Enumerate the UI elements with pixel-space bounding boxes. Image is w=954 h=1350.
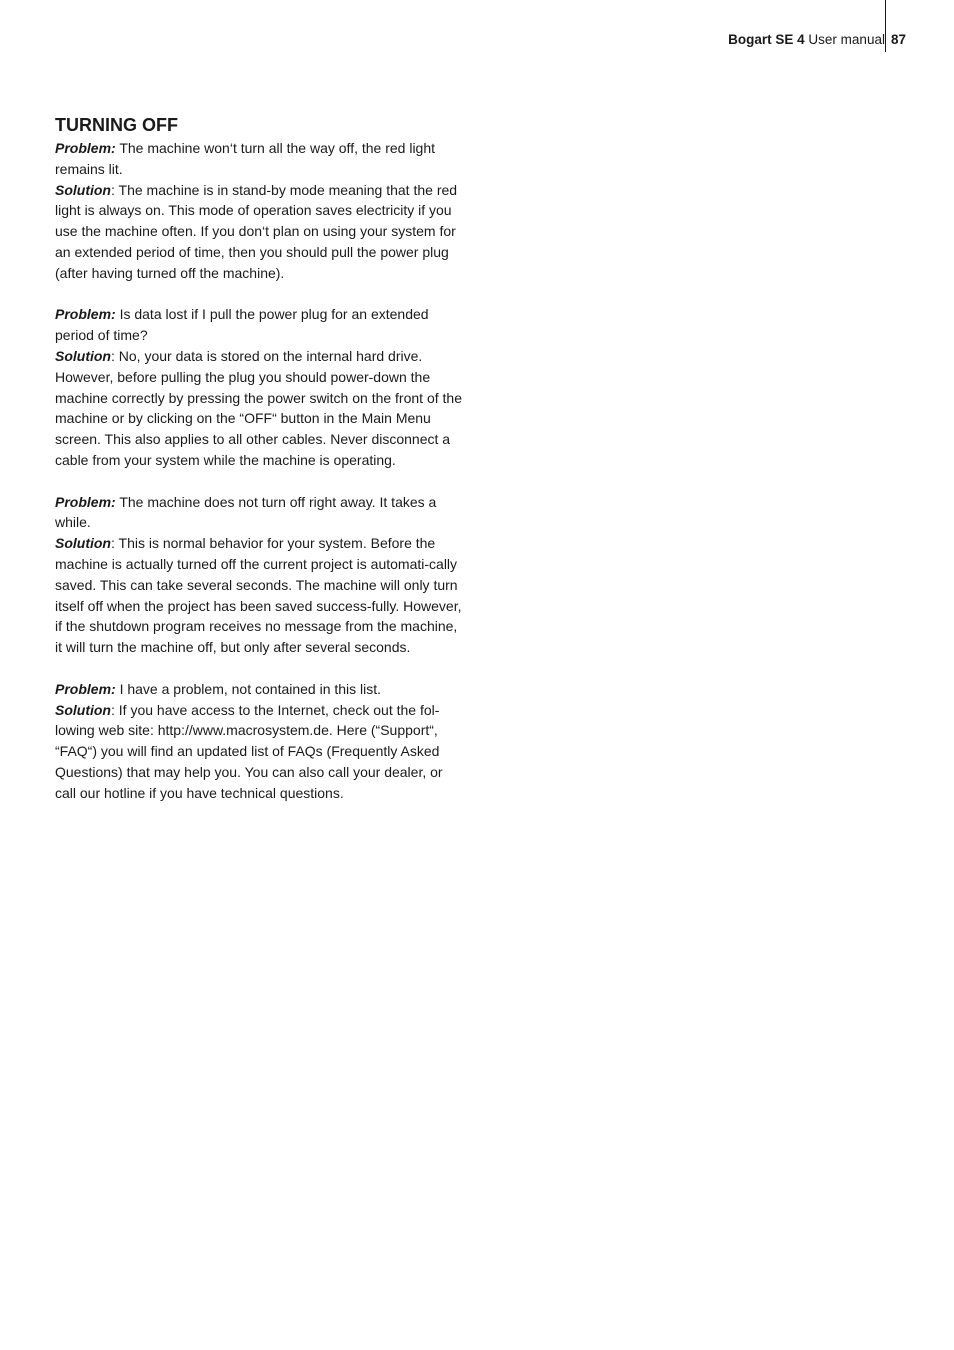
problem-text: The machine does not turn off right away. It takes a while. xyxy=(55,493,437,531)
problem-paragraph xyxy=(55,138,465,180)
problem-label: Problem: xyxy=(55,680,116,697)
main-content xyxy=(55,114,465,824)
qa-item xyxy=(55,138,465,284)
solution-label: Solution xyxy=(55,347,111,364)
solution-text: : This is normal behavior for your system. Before the machine is actually turned off the current project is automati-cally saved. This can take several seconds. The machine will only turn itself off when the project has been saved success-fully. However, if the shutdown program receives no message from the machine, it will turn the machine off, but only after several seconds. xyxy=(55,535,462,656)
section-title: TURNING OFF xyxy=(55,115,178,135)
solution-paragraph xyxy=(55,700,465,804)
problem-label: Problem: xyxy=(55,306,116,323)
solution-label: Solution xyxy=(55,181,111,198)
problem-paragraph xyxy=(55,679,465,700)
header-divider xyxy=(885,0,886,52)
product-name: Bogart SE 4 xyxy=(728,32,805,47)
solution-text: : No, your data is stored on the internal hard drive. However, before pulling the plug you should power-down the machine correctly by pressing the power switch on the front of the machine or by clicking on the “OFF“ button in the Main Menu screen. This also applies to all other cables. Never disconnect a cable from your system while the machine is operating. xyxy=(55,347,462,468)
solution-label: Solution xyxy=(55,535,111,552)
problem-paragraph xyxy=(55,492,465,534)
problem-text: Is data lost if I pull the power plug for an extended period of time? xyxy=(55,306,429,344)
problem-paragraph xyxy=(55,304,465,346)
solution-label: Solution xyxy=(55,701,111,718)
page-number: 87 xyxy=(890,32,906,47)
solution-text: : If you have access to the Internet, check out the fol-lowing web site: http://www.macrosystem.de. Here (“Support“, “FAQ“) you will find an updated list of FAQs (Frequently Asked Questions) that may help you. You can also call your dealer, or call our hotline if you have technical questions. xyxy=(55,701,443,801)
solution-text: : The machine is in stand-by mode meaning that the red light is always on. This mode of operation saves electricity if you use the machine often. If you don‘t plan on using your system for an extended period of time, then you should pull the power plug (after having turned off the machine). xyxy=(55,181,458,281)
qa-item xyxy=(55,492,465,658)
solution-paragraph xyxy=(55,180,465,284)
solution-paragraph xyxy=(55,533,465,658)
problem-label: Problem: xyxy=(55,140,116,156)
solution-paragraph xyxy=(55,346,465,471)
qa-item xyxy=(55,304,465,470)
qa-item xyxy=(55,679,465,804)
page-header xyxy=(728,31,906,49)
document-type: User manual xyxy=(804,32,885,47)
problem-text: The machine won‘t turn all the way off, the red light remains lit. xyxy=(55,140,436,177)
problem-text: I have a problem, not contained in this list. xyxy=(115,680,382,697)
problem-label: Problem: xyxy=(55,493,116,510)
